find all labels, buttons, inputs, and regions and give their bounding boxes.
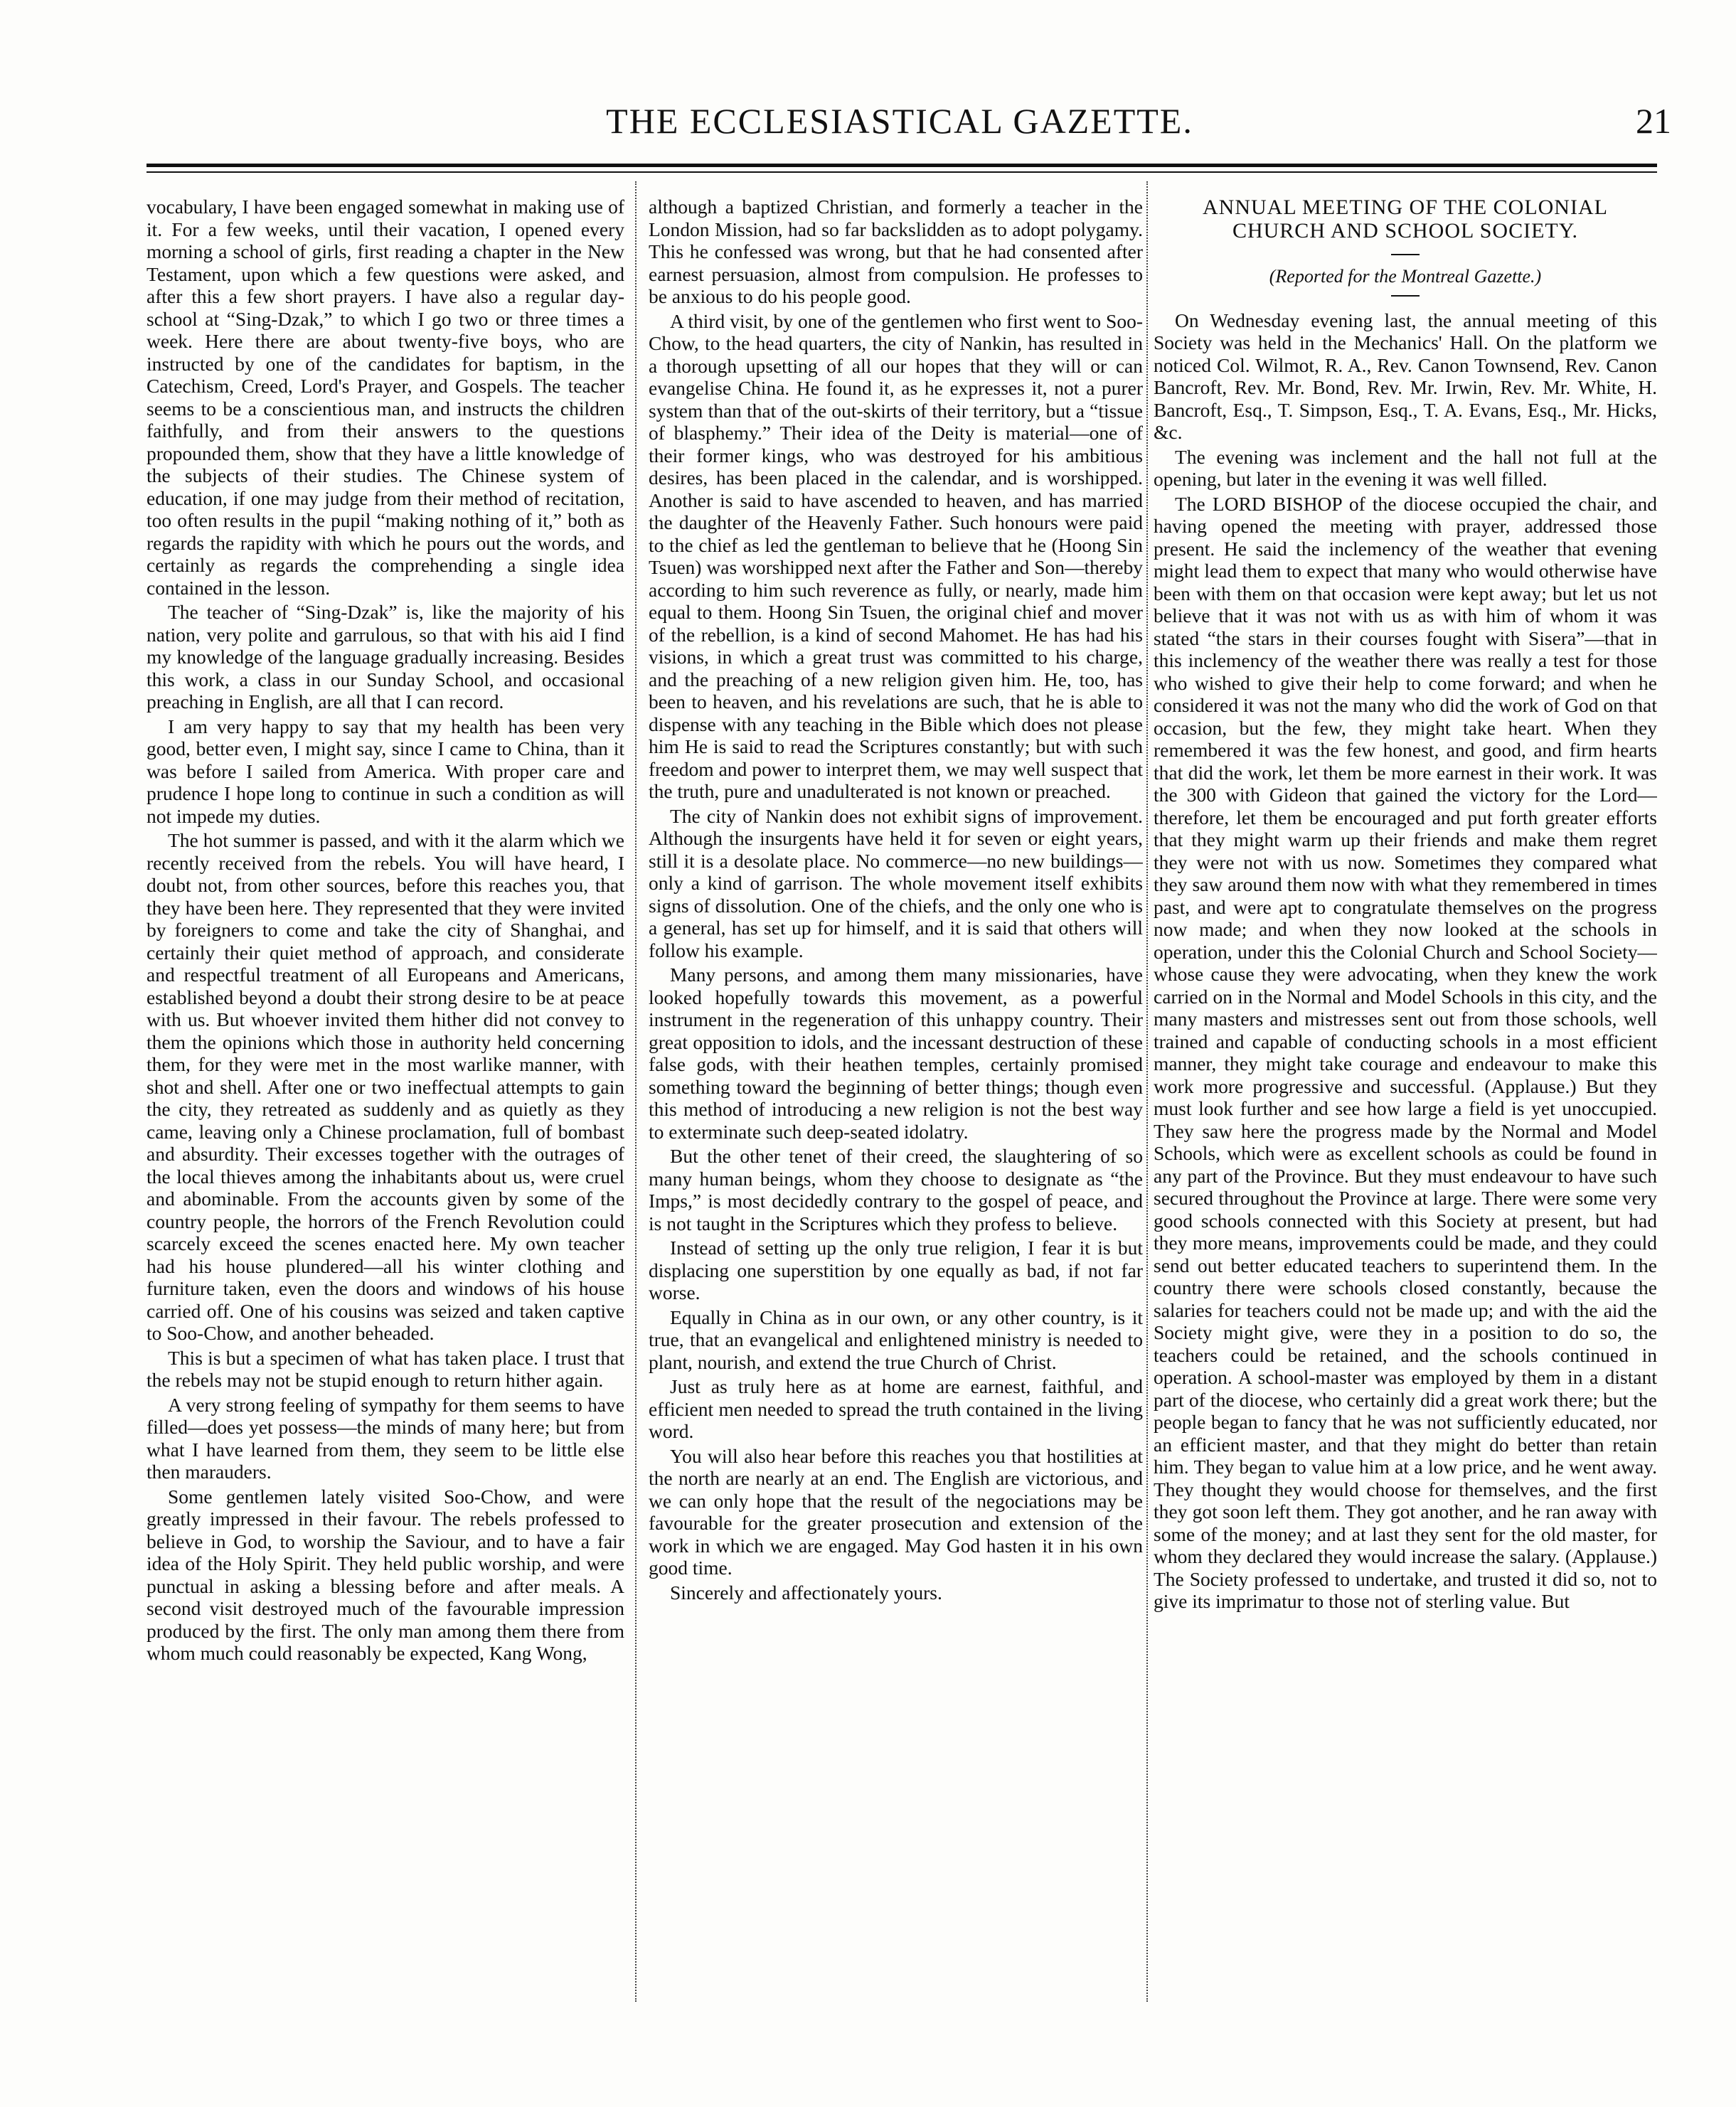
- column-3: [1154, 196, 1657, 1952]
- paragraph: On Wednesday evening last, the annual meeting of this Society was held in the Mechanics' Hall. On the platform we noticed Col. Wilmot, R. A., Rev. Canon Townsend, Rev. Canon Bancroft, Rev. Mr. Bond, Rev. Mr. Irwin, Rev. Mr. White, H. Bancroft, Esq., T. Simpson, Esq., T. A. Evans, Esq., Mr. Hicks, &c.: [1154, 309, 1657, 443]
- paragraph: vocabulary, I have been engaged somewhat in making use of it. For a few weeks, until their vacation, I opened every morning a school of girls, first reading a chapter in the New Testament, upon which a few questions were asked, and after this a few short prayers. I have also a regular day-school at “Sing-Dzak,” to which I go two or three times a week. Here there are about twenty-five boys, who are instructed by one of the candidates for baptism, in the Catechism, Creed, Lord's Prayer, and Gospels. The teacher seems to be a conscientious man, and instructs the children faithfully, and from their answers to the questions propounded them, show that they have a little knowledge of the subjects of their studies. The Chinese system of education, if one may judge from their method of recitation, too often results in the pupil “making nothing of it,” both as regards the rapidity with which he pours out the words, and certainly as regards the comprehending a single idea contained in the lesson.: [147, 196, 624, 599]
- subtitle-rule: [1391, 295, 1420, 297]
- article-title: ANNUAL MEETING OF THE COLONIAL CHURCH AND SCHOOL SOCIETY.: [1203, 196, 1608, 242]
- paragraph: But the other tenet of their creed, the slaughtering of so many human beings, whom they choose to designate as “the Imps,” is most decidedly contrary to the gospel of peace, and is not taught in the Scriptures which they profess to believe.: [649, 1145, 1143, 1234]
- paragraph: The hot summer is passed, and with it the alarm which we recently received from the rebels. You will have heard, I doubt not, from other sources, before this reaches you, that they have been here. They represented that they were invited by foreigners to come and take the city of Shanghai, and certainly their quiet method of approach, and considerate and respectful treatment of all Europeans and Americans, established beyond a doubt their strong desire to be at peace with us. But whoever invited them hither did not convey to them the opinions which those in authority held concerning them, for they were met in the most warlike manner, with shot and shell. After one or two ineffectual attempts to gain the city, they retreated as suddenly and as quietly as they came, leaving only a Chinese proclamation, full of bombast and absurdity. Their excesses together with the outrages of the local thieves among the inhabitants about us, were cruel and abominable. From the accounts given by some of the country people, the horrors of the French Revolution could scarcely exceed the scenes enacted here. My own teacher had his house plundered—all his winter clothing and furniture taken, even the doors and windows of his house carried off. One of his cousins was seized and taken captive to Soo-Chow, and another beheaded.: [147, 829, 624, 1344]
- column-2: [649, 196, 1143, 1952]
- paragraph: A very strong feeling of sympathy for them seems to have filled—does yet possess—the minds of many here; but from what I have learned from them, they seem to be little else then marauders.: [147, 1393, 624, 1483]
- column-divider-2: [1146, 181, 1148, 2002]
- paragraph: I am very happy to say that my health has been very good, better even, I might say, since I came to China, than it was before I sailed from America. With proper care and prudence I hope long to continue in such a condition as will not impede my duties.: [147, 715, 624, 827]
- page-header: [142, 100, 1671, 149]
- paragraph: although a baptized Christian, and formerly a teacher in the London Mission, had so far backslidden as to adopt polygamy. This he confessed was wrong, but that he had consented after earnest persuasion, almost from compulsion. He professes to be anxious to do his people good.: [649, 196, 1143, 307]
- paragraph: Instead of setting up the only true religion, I fear it is but displacing one superstition by one equally as bad, if not far worse.: [649, 1237, 1143, 1303]
- paragraph: The city of Nankin does not exhibit signs of improvement. Although the insurgents have held it for seven or eight years, still it is a desolate place. No commerce—no new buildings—only a kind of garrison. The whole movement itself exhibits signs of dissolution. One of the chiefs, and the only one who is a general, has set up for himself, and it is said that others will follow his example.: [649, 804, 1143, 961]
- paragraph: Equally in China as in our own, or any other country, is it true, that an evangelical and enlightened ministry is needed to plant, nourish, and extend the true Church of Christ.: [649, 1306, 1143, 1373]
- paragraph: Just as truly here as at home are earnest, faithful, and efficient men needed to spread the truth contained in the living word.: [649, 1375, 1143, 1442]
- paragraph: The teacher of “Sing-Dzak” is, like the majority of his nation, very polite and garrulous, so that with his aid I find my knowledge of the language gradually increasing. Besides this work, a class in our Sunday School, and occasional preaching in English, are all that I can record.: [147, 601, 624, 713]
- paragraph: You will also hear before this reaches you that hostilities at the north are nearly at an end. The English are victorious, and we can only hope that the result of the negociations may be favourable for the greater prosecution and extension of the work in which we are engaged. May God hasten it in his own good time.: [649, 1444, 1143, 1579]
- paragraph: Many persons, and among them many missionaries, have looked hopefully towards this movement, as a powerful instrument in the regeneration of this unhappy country. Their great opposition to idols, and the incessant destruction of these false gods, with their heathen temples, certainly promised something toward the beginning of better things; though even this method of introducing a new religion is not the best way to exterminate such deep-seated idolatry.: [649, 964, 1143, 1143]
- column-1: [147, 196, 624, 1952]
- column-divider-1: [635, 181, 637, 2002]
- paragraph: The evening was inclement and the hall not full at the opening, but later in the evening it was well filled.: [1154, 445, 1657, 490]
- paragraph: A third visit, by one of the gentlemen who first went to Soo-Chow, to the head quarters, the city of Nankin, has resulted in a thorough upsetting of all our hopes that they will or can evangelise China. He found it, as he expresses it, not a purer system than that of the out-skirts of their territory, but a “tissue of blasphemy.” Their idea of the Deity is material—one of their former kings, who was destroyed for his ambitious desires, has been placed in the calendar, and is worshipped. Another is said to have ascended to heaven, and has married the daughter of the Heavenly Father. Such honours were paid to the chief as led the gentleman to believe that he (Hoong Sin Tsuen) was worshipped next after the Father and Son—thereby according to him such reverence as fully, or nearly, made him equal to them. Hoong Sin Tsuen, the original chief and mover of the rebellion, is a kind of second Mahomet. He has had his visions, in which a great trust was committed to his charge, and the preaching of a new religion given him. He, too, has been to heaven, and his revelations are such, that he is able to dispense with any teaching in the Bible which does not please him He is said to read the Scriptures constantly; but with such freedom and power to interpret them, we may well suspect that the truth, pure and unadulterated is not known or preached.: [649, 309, 1143, 802]
- page-number: 21: [1636, 101, 1671, 141]
- page-title: THE ECCLESIASTICAL GAZETTE.: [606, 101, 1193, 141]
- title-rule: [1391, 254, 1420, 255]
- article-subtitle: (Reported for the Montreal Gazette.): [1269, 266, 1542, 287]
- paragraph: This is but a specimen of what has taken place. I trust that the rebels may not be stupid enough to return hither again.: [147, 1346, 624, 1391]
- paragraph: The LORD BISHOP of the diocese occupied the chair, and having opened the meeting with prayer, addressed those present. He said the inclemency of the weather that evening might lead them to expect that many who would otherwise have been with them on that occasion were kept away; but let us not believe that it was not with us as with him of whom it was stated “the stars in their courses fought with Sisera”—that in this inclemency of the weather there was really a test for those who wished to give their help to come forward; and when he considered it was not the many who did the work of God on that occasion, but the few, they might take heart. When they remembered it was the few honest, and good, and firm hearts that did the work, let them be more earnest in their work. It was the 300 with Gideon that gained the victory for the Lord—therefore, let them be encouraged and put forth greater efforts that they might warm up their friends and make them regret they were not with us now. Sometimes they compared what they saw around them now with what they remembered in times past, and were apt to congratulate themselves on the progress now made; and when they now looked at the schools in operation, under this the Colonial Church and School Society—whose cause they were advocating, when they knew the work carried on in the Normal and Model Schools in this city, and the many masters and mistresses sent out from those schools, well trained and capable of conducting schools in a most efficient manner, they might take courage and endeavour to make this work more progressive and successful. (Applause.) But they must look further and see how large a field is yet unoccupied. They saw here the progress made by the Normal and Model Schools, which were as excellent schools as could be found in any part of the Province. But they must endeavour to have such secured throughout the Province at large. There were some very good schools connected with this Society at present, but had they more means, improvements could be made, and they could send out better educated teachers to superintend them. In the country there were schools closed constantly, because the salaries for teachers could not be made up; and with the aid the Society might give, were they in a position to do so, the teachers could be retained, and the schools continued in operation. A school-master was employed by them in a distant part of the diocese, who certainly did a great work there; but the people began to fancy that he was not sufficiently educated, nor an efficient master, and that they might do better than retain him. They began to value him at a low price, and he went away. They thought they would choose for themselves, and the first they got soon left them. They got another, and he ran away with some of the money; and at last they sent for the old master, for whom they declared they would increase the salary. (Applause.) The Society professed to undertake, and trusted it did so, not to give its imprimatur to those not of sterling value. But: [1154, 492, 1657, 1612]
- paragraph: Some gentlemen lately visited Soo-Chow, and were greatly impressed in their favour. The rebels professed to believe in God, to worship the Saviour, and to have a fair idea of the Holy Spirit. They held public worship, and were punctual in asking a blessing before and after meals. A second visit destroyed much of the favourable impression produced by the first. The only man among them there from whom much could reasonably be expected, Kang Wong,: [147, 1485, 624, 1664]
- signature-line: Sincerely and affectionately yours.: [670, 1581, 942, 1604]
- header-rule-thin: [147, 171, 1657, 173]
- header-rule-thick: [147, 164, 1657, 167]
